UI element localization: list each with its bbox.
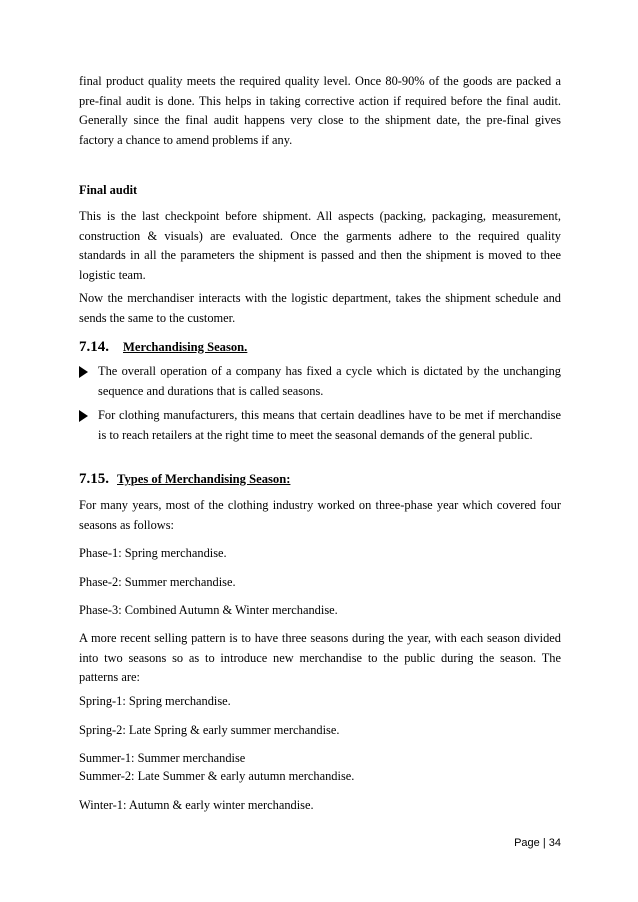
- pattern-line: Spring-2: Late Spring & early summer merchandise.: [79, 723, 340, 737]
- pattern-line: Summer-2: Late Summer & early autumn merchandise.: [79, 769, 355, 783]
- recent-pattern-paragraph: A more recent selling pattern is to have three seasons during the year, with each season divided into two seasons so as to introduce new merchandise to the public during the season. The patterns are:: [79, 631, 561, 685]
- bullet-text: For clothing manufacturers, this means that certain deadlines have to be met if merchandise is to reach retailers at the right time to meet the seasonal demands of the general public.: [98, 408, 561, 442]
- section-number: 7.15.: [79, 471, 109, 487]
- final-audit-heading: Final audit: [79, 183, 138, 197]
- pattern-line: Winter-1: Autumn & early winter merchandise.: [79, 798, 314, 812]
- bullet-text: The overall operation of a company has fixed a cycle which is dictated by the unchanging sequence and durations that is called seasons.: [98, 364, 561, 398]
- bullet-item: [79, 362, 561, 401]
- pattern-line: Summer-1: Summer merchandise: [79, 751, 246, 765]
- intro-paragraph: final product quality meets the required quality level. Once 80-90% of the goods are packed a pre-final audit is done. This helps in taking corrective action if required before the final audit. Generally since the final audit happens very close to the shipment date, the pre-final gives factory a chance to amend problems if any.: [79, 74, 561, 147]
- phase-line: Phase-3: Combined Autumn & Winter merchandise.: [79, 603, 338, 617]
- arrow-bullet-icon: [79, 410, 88, 422]
- arrow-bullet-icon: [79, 366, 88, 378]
- three-phase-paragraph: For many years, most of the clothing industry worked on three-phase year which covered four seasons as follows:: [79, 498, 561, 532]
- section-title: Merchandising Season.: [123, 340, 248, 354]
- final-audit-paragraph: This is the last checkpoint before shipment. All aspects (packing, packaging, measurement, construction & visuals) are evaluated. Once the garments adhere to the required quality standards in all the parameters the shipment is passed and then the shipment is moved to thee logistic team.: [79, 209, 561, 282]
- merchandiser-paragraph: Now the merchandiser interacts with the logistic department, takes the shipment schedule and sends the same to the customer.: [79, 291, 561, 325]
- section-7-14-heading: [79, 338, 247, 358]
- page-number: Page | 34: [514, 837, 561, 849]
- section-7-15-heading: [79, 470, 290, 490]
- phase-line: Phase-2: Summer merchandise.: [79, 575, 236, 589]
- bullet-item: [79, 406, 561, 445]
- phase-line: Phase-1: Spring merchandise.: [79, 546, 227, 560]
- section-number: 7.14.: [79, 339, 109, 355]
- section-title: Types of Merchandising Season:: [117, 472, 291, 486]
- pattern-line: Spring-1: Spring merchandise.: [79, 694, 231, 708]
